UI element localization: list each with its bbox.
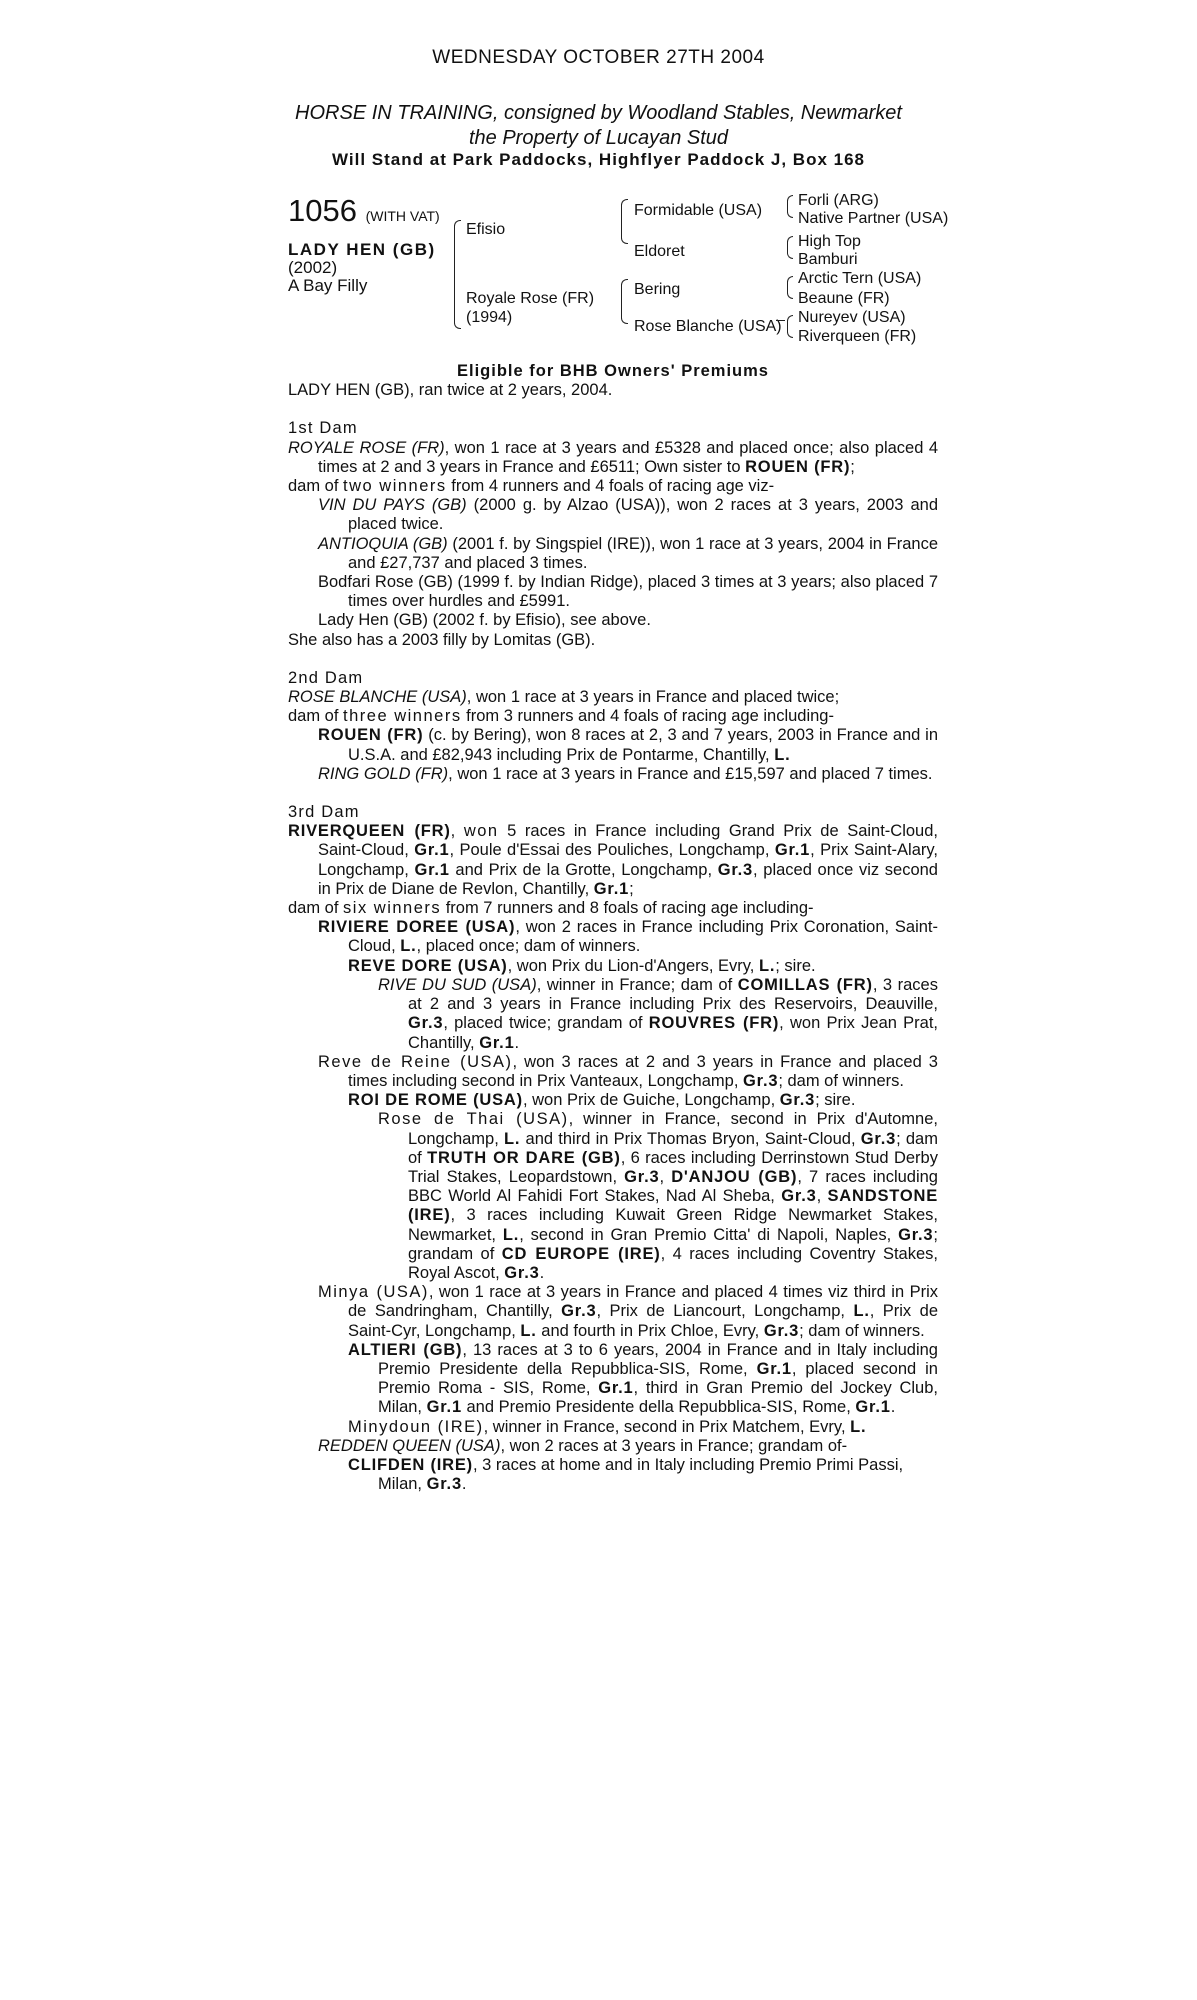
horse-name: LADY HEN (GB): [288, 240, 436, 259]
horse-details: [288, 241, 436, 295]
dam-dam: Rose Blanche (USA): [634, 318, 782, 335]
produce-entry: Minya (USA), won 1 race at 3 years in France and placed 4 times viz third in Prix de Sandringham, Chantilly, Gr.3, Prix de Liancourt, Longchamp, L., Prix de Saint-Cyr, Longchamp, L. and fourth in Prix Chloe, Evry, Gr.3; dam of winners.: [318, 1283, 938, 1340]
ggp-2: Native Partner (USA): [798, 210, 949, 227]
horse-description: A Bay Filly: [288, 276, 368, 295]
catalogue-body: [288, 362, 938, 1494]
produce-entry: Minydoun (IRE), winner in France, second in Prix Matchem, Evry, L.: [348, 1417, 867, 1436]
dam-name: Royale Rose (FR): [466, 290, 595, 307]
ggp-1: Forli (ARG): [798, 192, 879, 209]
produce-entry: ALTIERI (GB), 13 races at 3 to 6 years, 2004 in France and in Italy including Premio Presidente della Repubblica-SIS, Rome, Gr.1, placed second in Premio Roma - SIS, Rome, Gr.1, third in Gran Premio del Jockey Club, Milan, Gr.1 and Premio Presidente della Repubblica-SIS, Rome, Gr.1.: [348, 1340, 938, 1417]
third-dam-produce-summary: dam of six winners from 7 runners and 8 foals of racing age including-: [288, 899, 814, 918]
first-dam-heading: 1st Dam: [288, 419, 358, 438]
produce-entry: Lady Hen (GB) (2002 f. by Efisio), see above.: [318, 611, 651, 630]
produce-entry: VIN DU PAYS (GB) (2000 g. by Alzao (USA)), won 2 races at 3 years, 2003 and placed twice.: [318, 496, 938, 534]
produce-entry: ANTIOQUIA (GB) (2001 f. by Singspiel (IRE)), won 1 race at 3 years, 2004 in France and £27,737 and placed 3 times.: [318, 534, 938, 572]
second-dam-record: ROSE BLANCHE (USA), won 1 race at 3 years in France and placed twice;: [288, 688, 840, 707]
ggp-3: High Top: [798, 233, 861, 250]
second-dam-produce-summary: dam of three winners from 3 runners and 4 foals of racing age including-: [288, 707, 834, 726]
produce-entry: ROUEN (FR) (c. by Bering), won 8 races at 2, 3 and 7 years, 2003 in France and in U.S.A. and £82,943 including Prix de Pontarme, Chantilly, L.: [318, 726, 939, 764]
dam-sire: Bering: [634, 281, 681, 298]
dam-year: (1994): [466, 309, 513, 326]
first-dam-produce-summary: dam of two winners from 4 runners and 4 foals of racing age viz-: [288, 477, 775, 496]
produce-entry: RING GOLD (FR), won 1 race at 3 years in France and £15,597 and placed 7 times.: [318, 764, 933, 783]
ggp-5: Arctic Tern (USA): [798, 270, 922, 287]
lot-number: [288, 193, 440, 229]
produce-entry: Reve de Reine (USA), won 3 races at 2 and 3 years in France and placed 3 times including second in Prix Vanteaux, Longchamp, Gr.3; dam of winners.: [318, 1052, 938, 1090]
produce-entry: CLIFDEN (IRE), 3 races at home and in Italy including Premio Primi Passi, Milan, Gr.3.: [348, 1455, 904, 1494]
produce-entry: RIVIERE DOREE (USA), won 2 races in France including Prix Coronation, Saint-Cloud, L., placed once; dam of winners.: [318, 918, 938, 956]
first-dam-record: ROYALE ROSE (FR), won 1 race at 3 years and £5328 and placed once; also placed 4 times at 2 and 3 years in France and £6511; Own sister to ROUEN (FR);: [288, 438, 938, 476]
race-record: LADY HEN (GB), ran twice at 2 years, 2004.: [288, 381, 613, 400]
produce-entry: Bodfari Rose (GB) (1999 f. by Indian Ridge), placed 3 times at 3 years; also placed 7 times over hurdles and £5991.: [318, 573, 938, 611]
sire-sire: Formidable (USA): [634, 202, 763, 219]
produce-note: She also has a 2003 filly by Lomitas (GB).: [288, 630, 596, 649]
produce-entry: RIVE DU SUD (USA), winner in France; dam of COMILLAS (FR), 3 races at 2 and 3 years in France including Prix des Reservoirs, Deauville, Gr.3, placed twice; grandam of ROUVRES (FR), won Prix Jean Prat, Chantilly, Gr.1.: [378, 975, 939, 1052]
consignor-line: HORSE IN TRAINING, consigned by Woodland Stables, Newmarket: [295, 102, 902, 124]
ggp-8: Riverqueen (FR): [798, 328, 917, 345]
stand-location: Will Stand at Park Paddocks, Highflyer Paddock J, Box 168: [332, 150, 865, 169]
sire: Efisio: [466, 221, 506, 238]
lot-number-value: 1056: [288, 193, 357, 228]
sale-date: WEDNESDAY OCTOBER 27TH 2004: [432, 47, 765, 68]
produce-entry: REVE DORE (USA), won Prix du Lion-d'Angers, Evry, L.; sire.: [348, 956, 816, 975]
owner-line: the Property of Lucayan Stud: [468, 127, 729, 149]
second-dam-heading: 2nd Dam: [288, 668, 364, 687]
third-dam-record: RIVERQUEEN (FR), won 5 races in France including Grand Prix de Saint-Cloud, Saint-Cloud, Gr.1, Poule d'Essai des Pouliches, Longchamp, Gr.1, Prix Saint-Alary, Longchamp, Gr.1 and Prix de la Grotte, Longchamp, Gr.3, placed once viz second in Prix de Diane de Revlon, Chantilly, Gr.1;: [288, 822, 938, 898]
ggp-6: Beaune (FR): [798, 290, 890, 307]
horse-year: (2002): [288, 258, 338, 277]
third-dam-heading: 3rd Dam: [288, 803, 360, 822]
eligibility-note: Eligible for BHB Owners' Premiums: [457, 362, 769, 380]
produce-entry: Rose de Thai (USA), winner in France, second in Prix d'Automne, Longchamp, L. and third in Prix Thomas Bryon, Saint-Cloud, Gr.3; dam of TRUTH OR DARE (GB), 6 races including Derrinstown Stud Derby Trial Stakes, Leopardstown, Gr.3, D'ANJOU (GB), 7 races including BBC World Al Fahidi Fort Stakes, Nad Al Sheba, Gr.3, SANDSTONE (IRE), 3 races including Kuwait Green Ridge Newmarket Stakes, Newmarket, L., second in Gran Premio Citta' di Napoli, Naples, Gr.3; grandam of CD EUROPE (IRE), 4 races including Coventry Stakes, Royal Ascot, Gr.3.: [378, 1110, 938, 1282]
sire-dam: Eldoret: [634, 243, 685, 260]
consignment-info: [0, 101, 1197, 151]
ggp-7: Nureyev (USA): [798, 309, 906, 326]
produce-entry: REDDEN QUEEN (USA), won 2 races at 3 years in France; grandam of-: [318, 1436, 848, 1455]
ggp-4: Bamburi: [798, 251, 858, 268]
produce-entry: ROI DE ROME (USA), won Prix de Guiche, Longchamp, Gr.3; sire.: [348, 1091, 856, 1110]
vat-note: (WITH VAT): [365, 208, 440, 224]
